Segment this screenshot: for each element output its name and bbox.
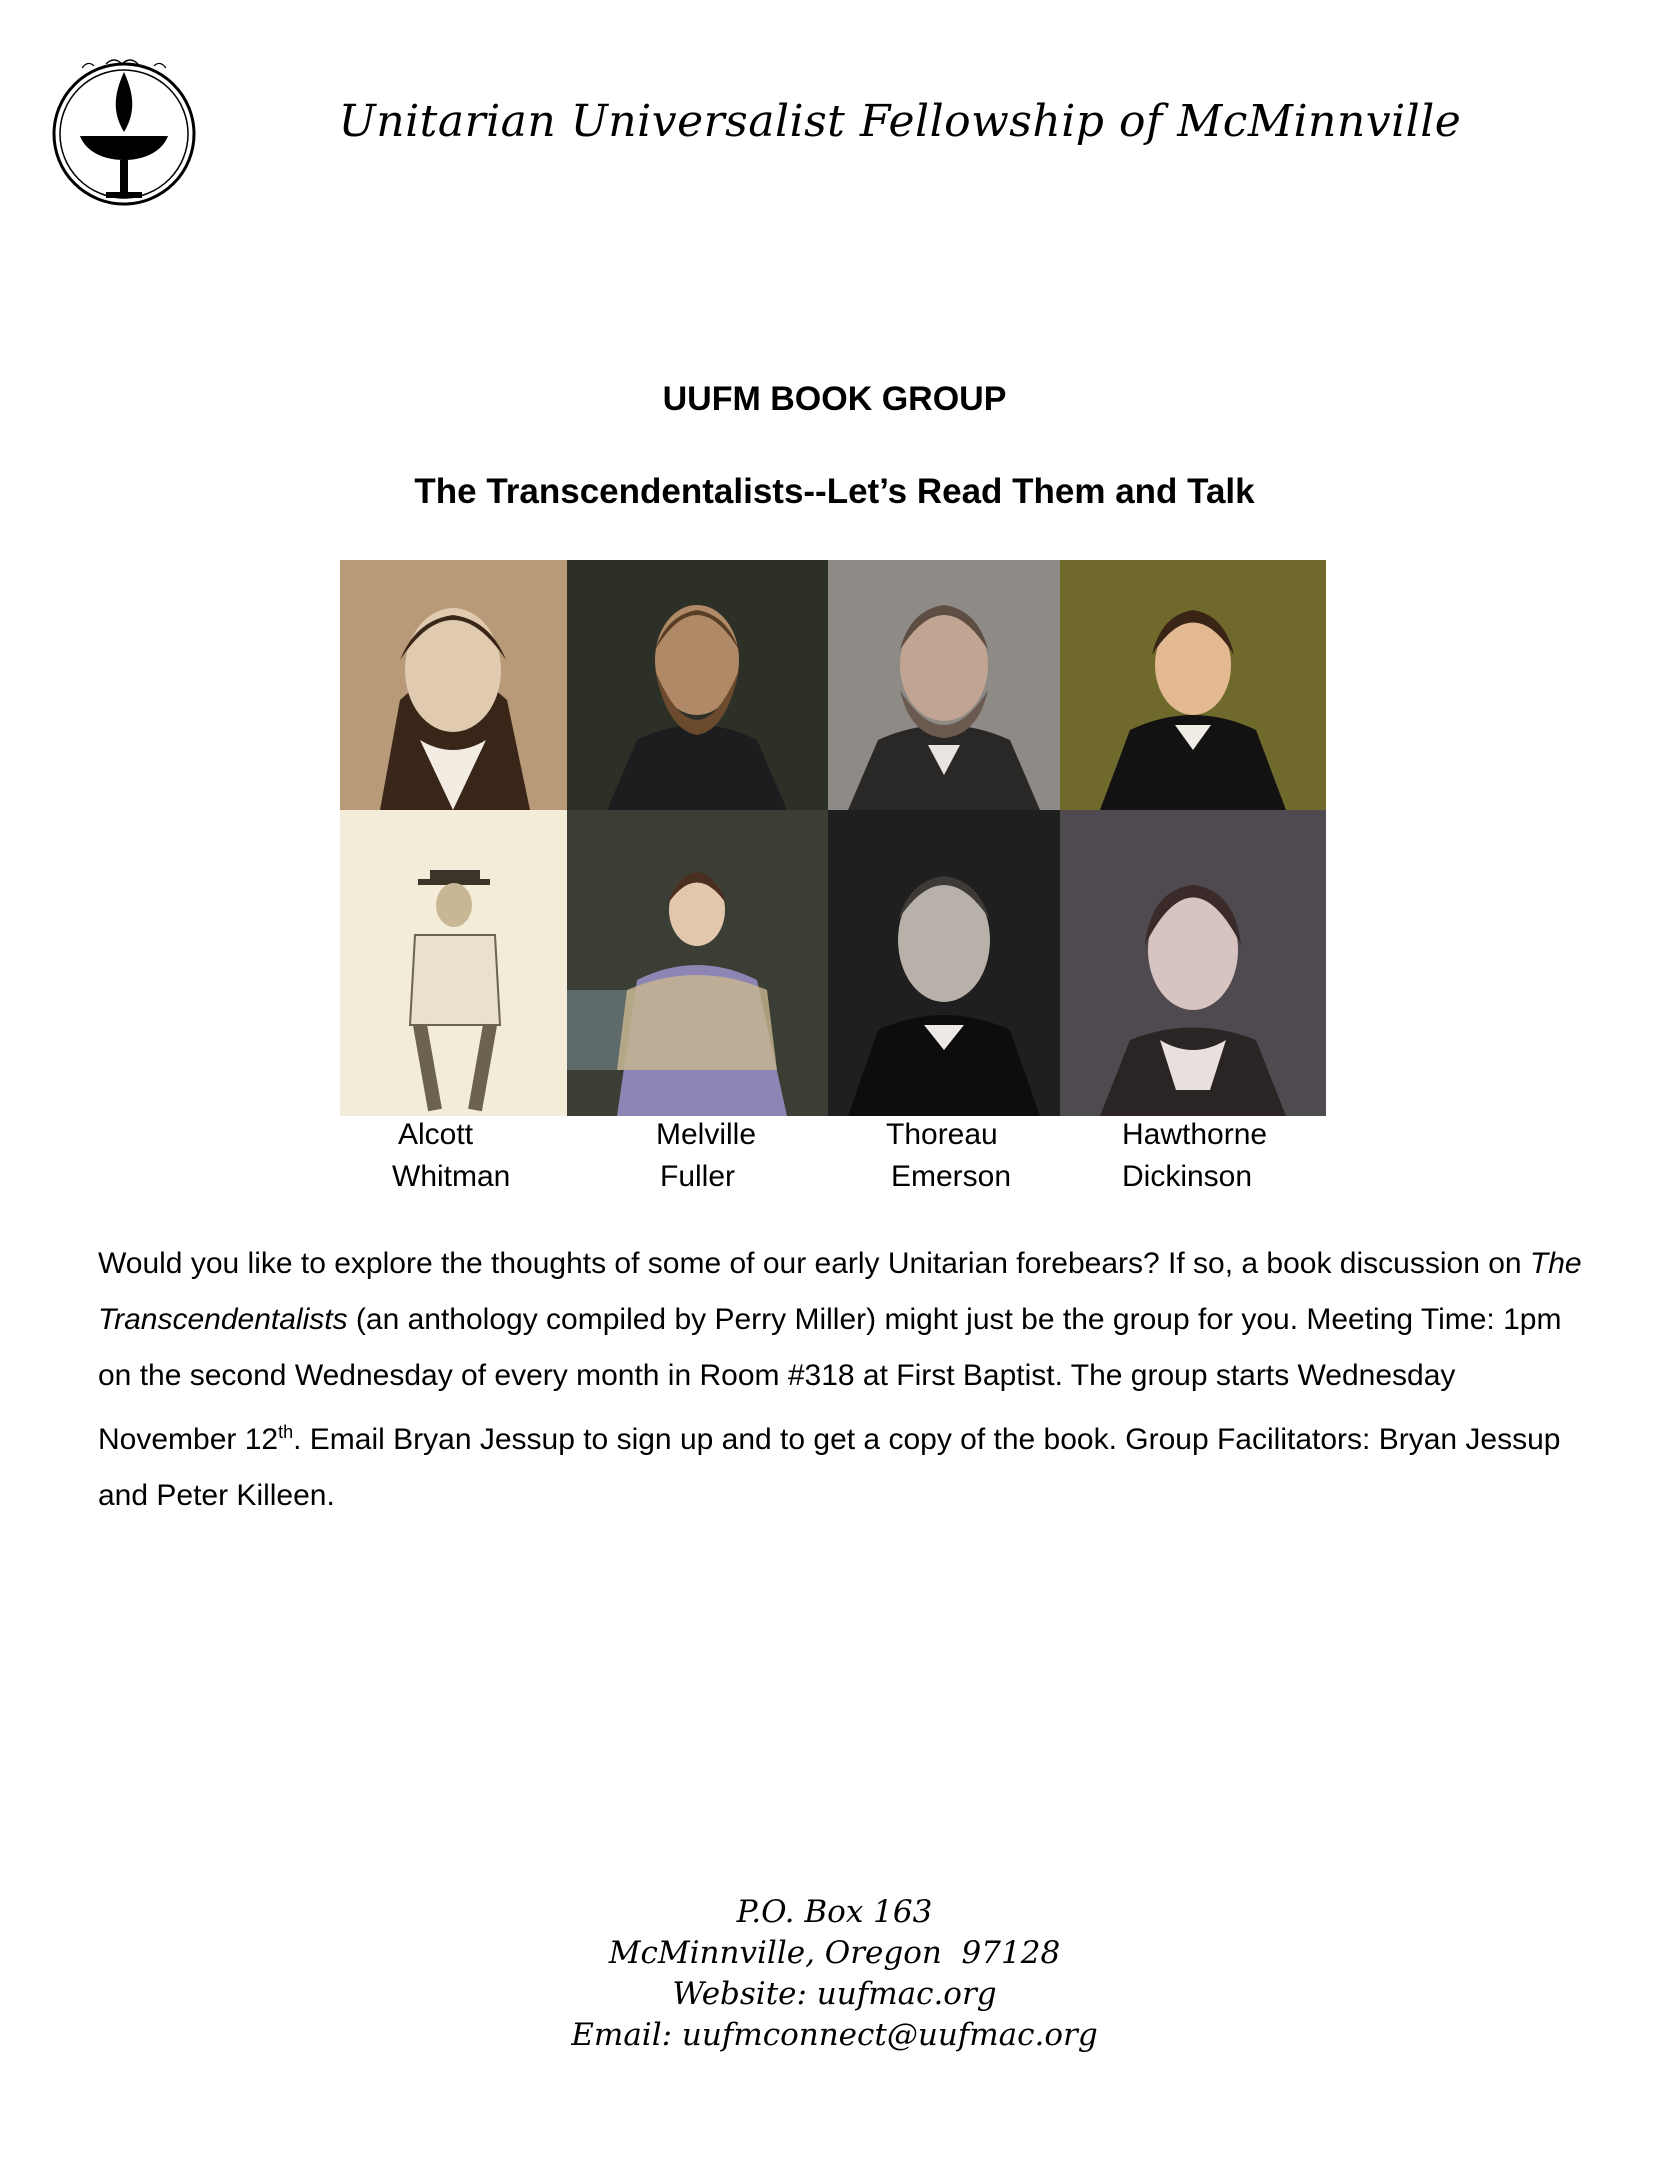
description-text-2: (an anthology compiled by Perry Miller) might just be the group for you. Meeting Time: 1pm on the second Wednesday of every month in Room #318 at First Baptist. The group starts Wednesday November 12 bbox=[98, 1303, 1562, 1456]
organization-name: Unitarian Universalist Fellowship of McMinnville bbox=[338, 96, 1462, 147]
footer-website: Website: uufmac.org bbox=[672, 1976, 997, 2012]
portrait-names bbox=[340, 1118, 1326, 1202]
book-title: The Transcendentalists bbox=[98, 1247, 1582, 1336]
contact-footer bbox=[0, 1892, 1669, 2056]
portrait-fuller bbox=[567, 810, 828, 1116]
name-alcott: Alcott bbox=[398, 1118, 474, 1151]
name-dickinson: Dickinson bbox=[1122, 1160, 1253, 1193]
names-row-bottom bbox=[340, 1160, 1326, 1202]
portrait-grid bbox=[340, 560, 1326, 1116]
name-fuller: Fuller bbox=[660, 1160, 736, 1193]
name-emerson: Emerson bbox=[891, 1160, 1012, 1193]
page-subtitle: The Transcendentalists--Let’s Read Them and Talk bbox=[414, 472, 1255, 511]
name-melville: Melville bbox=[656, 1118, 757, 1151]
name-hawthorne: Hawthorne bbox=[1122, 1118, 1268, 1151]
portrait-thoreau bbox=[828, 560, 1060, 810]
ordinal-suffix: th bbox=[278, 1422, 294, 1442]
footer-email: Email: uufmconnect@uufmac.org bbox=[571, 2017, 1098, 2053]
chalice-flame-logo bbox=[44, 50, 204, 210]
names-row-top bbox=[340, 1118, 1326, 1160]
portrait-whitman bbox=[340, 810, 567, 1116]
portrait-dickinson bbox=[1060, 810, 1326, 1116]
portrait-alcott bbox=[340, 560, 567, 810]
footer-city: McMinnville, Oregon 97128 bbox=[608, 1935, 1061, 1971]
description-text-3: . Email Bryan Jessup to sign up and to get a copy of the book. Group Facilitators: Bryan Jessup and Peter Killeen. bbox=[98, 1423, 1561, 1512]
portrait-emerson bbox=[828, 810, 1060, 1116]
page-title: UUFM BOOK GROUP bbox=[662, 380, 1007, 418]
footer-po-box: P.O. Box 163 bbox=[736, 1894, 933, 1930]
portrait-hawthorne bbox=[1060, 560, 1326, 810]
description-text-1: Would you like to explore the thoughts of some of our early Unitarian forebears? If so, a book discussion on bbox=[98, 1247, 1530, 1280]
description-paragraph bbox=[98, 1236, 1598, 1524]
name-whitman: Whitman bbox=[392, 1160, 511, 1193]
name-thoreau: Thoreau bbox=[886, 1118, 998, 1151]
portrait-melville bbox=[567, 560, 828, 810]
